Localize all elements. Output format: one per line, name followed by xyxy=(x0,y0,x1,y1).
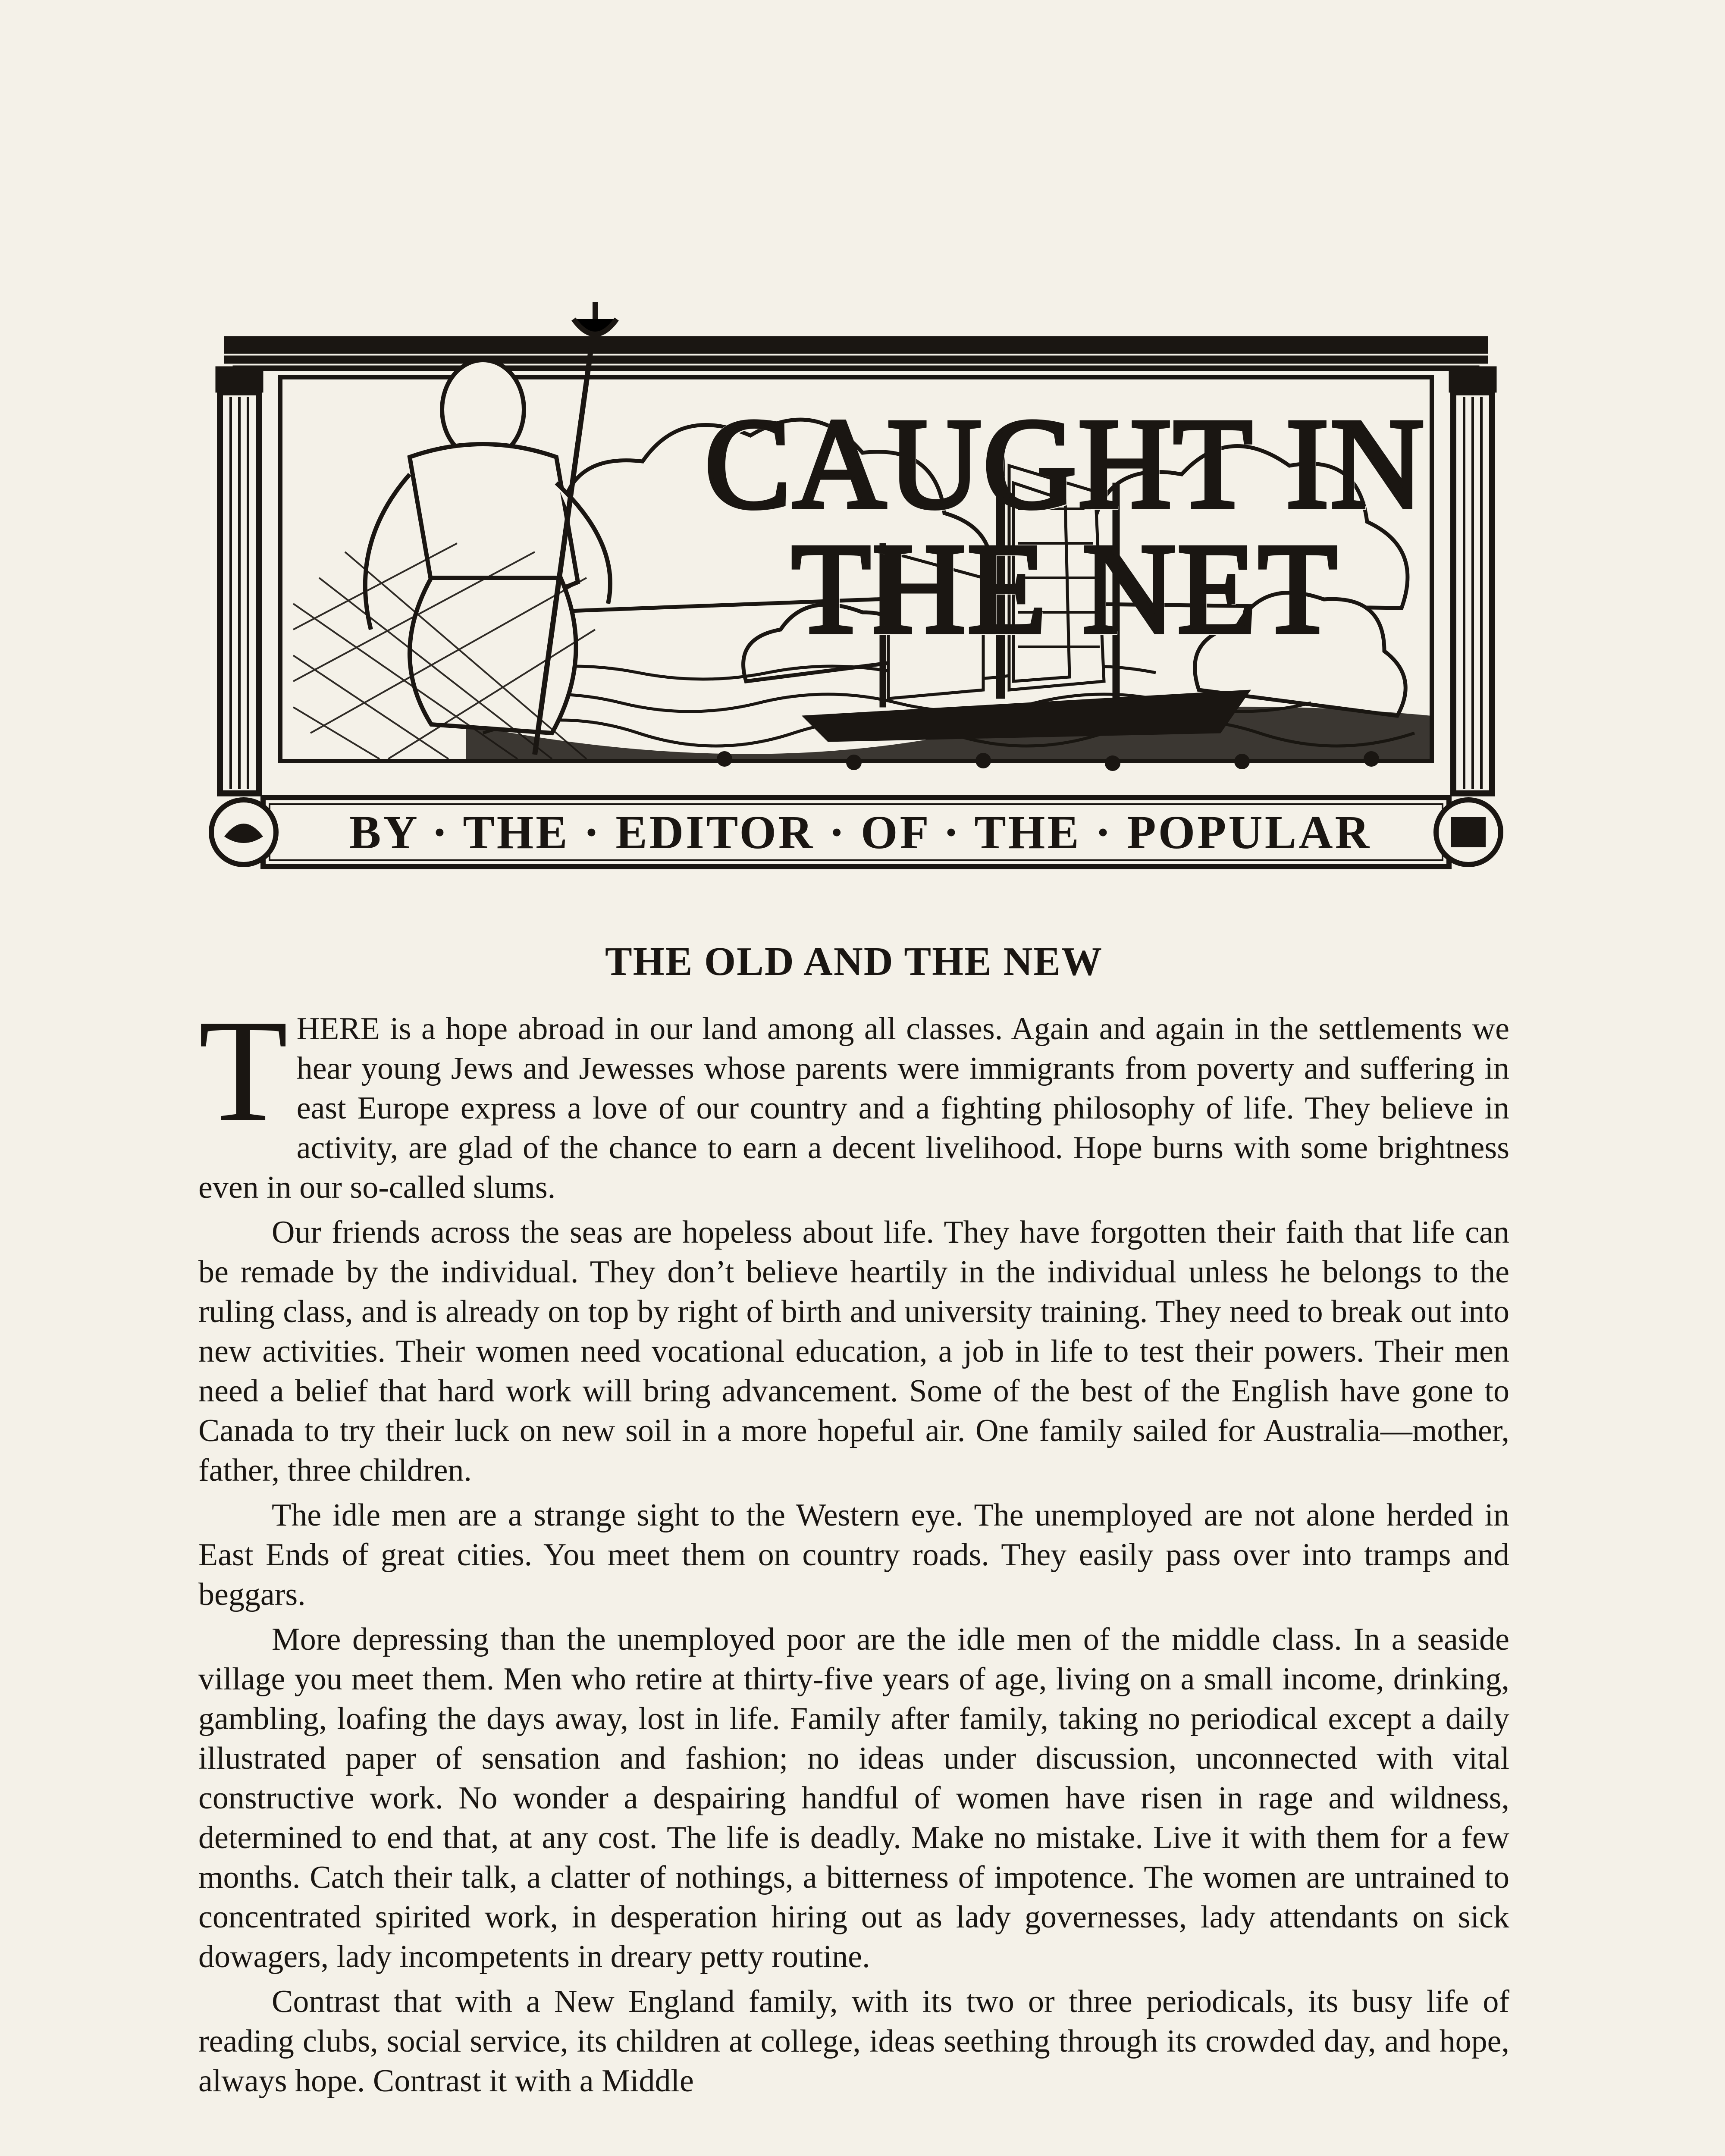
header-illustration xyxy=(207,302,1505,888)
drop-cap: T xyxy=(198,989,288,1152)
banner-title xyxy=(604,392,1527,660)
article-body xyxy=(198,989,1509,2106)
banner-title-line1: CAUGHT IN xyxy=(704,392,1426,535)
paragraph-4: More depressing than the unemployed poor are the idle men of the middle class. In a seaside village you meet them. Men who retire at thirty-five years of age, living on a small income, drinking, gambling, loafing the days away, lost in life. Family after family, taking no periodical except a daily illustrated paper of sensation and fashion; no ideas under discussion, unconnected with vital constructive work. No wonder a despairing handful of women have risen in rage and wildness, determined to end that, at any cost. The life is deadly. Make no mistake. Live it with them for a few months. Catch their talk, a clatter of nothings, a bitterness of impotence. The women are untrained to concentrated spirited work, in desperation hiring out as lady governesses, lady attendants on sick dowagers, lady incompetents in dreary petty routine. xyxy=(198,1622,1509,1974)
banner-title-line2: THE NET xyxy=(791,517,1339,660)
paragraph-5: Contrast that with a New England family, with its two or three periodicals, its busy life of reading clubs, social service, its children at college, ideas seething through its crowded day, and hope, always hope. Contrast it with a Middle xyxy=(198,1984,1509,2099)
paragraph-1 xyxy=(198,989,1509,1207)
byline: BY · THE · EDITOR · OF · THE · POPULAR xyxy=(349,806,1372,859)
paragraph-3: The idle men are a strange sight to the Western eye. The unemployed are not alone herded in East Ends of great cities. You meet them on country roads. They easily pass over into tramps and beggars. xyxy=(198,1498,1509,1612)
article-title: THE OLD AND THE NEW xyxy=(605,939,1103,984)
paragraph-2: Our friends across the seas are hopeless about life. They have forgotten their faith that life can be remade by the individual. They don’t believe heartily in the individual unless he belongs to the ruling class, and is already on top by right of birth and university training. They need to break out into new activities. Their women need vocational education, a job in life to test their powers. Their men need a belief that hard work will bring advancement. Some of the best of the English have gone to Canada to try their luck on new soil in a more hopeful air. One family sailed for Australia—mother, father, three children. xyxy=(198,1215,1509,1488)
paragraph-1-text: HERE is a hope abroad in our land among all classes. Again and again in the settlements we hear young Jews and Jewesses whose parents were immigrants from poverty and suffering in east Europe express a love of our country and a fighting philosophy of life. They believe in activity, are glad of the chance to earn a decent livelihood. Hope burns with some brightness even in our so-called slums. xyxy=(198,1011,1509,1205)
